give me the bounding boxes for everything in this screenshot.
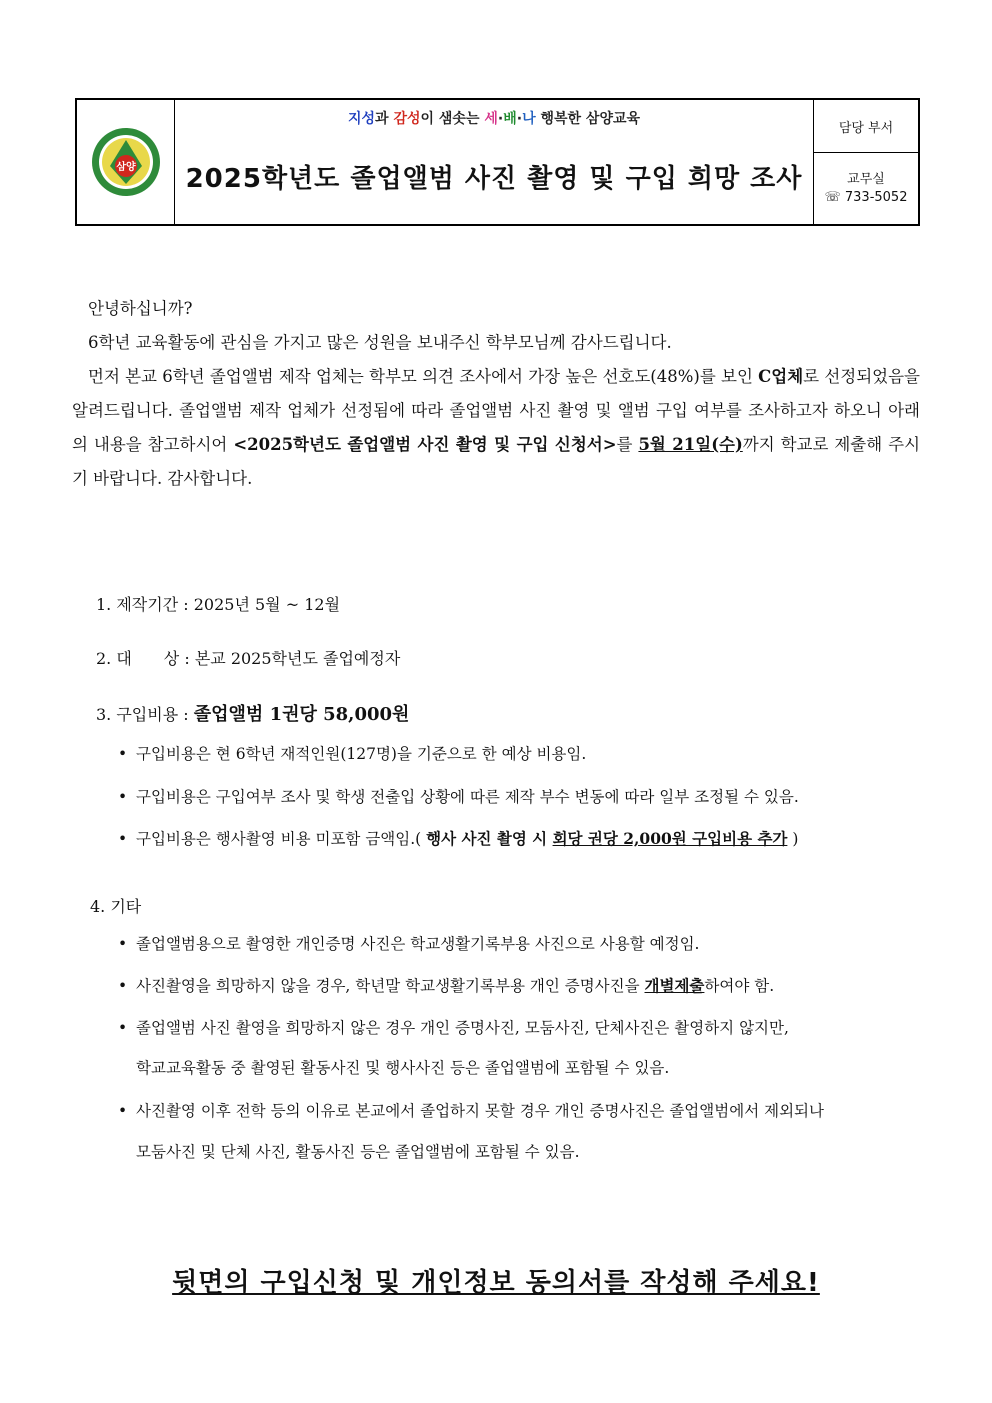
motto-part: · (497, 111, 504, 127)
list-item: • 구입비용은 현 6학년 재적인원(127명)을 기준으로 한 예상 비용임. (118, 745, 587, 763)
intro-paragraph (72, 360, 920, 496)
intro-line: 6학년 교육활동에 관심을 가지고 많은 성원을 보내주신 학부모님께 감사드립니다. (88, 333, 672, 352)
deadline: 5월 21일(수) (638, 435, 743, 454)
department-info (814, 153, 918, 224)
item-target: 2. 대 상 : 본교 2025학년도 졸업예정자 (96, 649, 401, 668)
school-logo (90, 126, 162, 198)
motto-part: 행복한 삼양교육 (535, 111, 641, 127)
intro-text-g: 까지 학교로 제출해 주시기 바랍니다. 감사합니다. (72, 435, 921, 488)
motto-part: 지성 (347, 111, 376, 127)
list-item: • 구입비용은 행사촬영 비용 미포함 금액임.( 행사 사진 촬영 시 회당 권당 2,000원 구입비용 추가 ) (118, 829, 799, 848)
logo-text: 삼양 (115, 162, 136, 173)
item-cost-value: 졸업앨범 1권당 58,000원 (193, 704, 410, 725)
motto-part: 감성 (393, 111, 421, 127)
list-item: • 사진촬영 이후 전학 등의 이유로 본교에서 졸업하지 못할 경우 개인 증명사진은 졸업앨범에서 제외되나 (118, 1102, 824, 1120)
motto-part: 배 (503, 111, 517, 127)
department-phone: ☏ 733-5052 (824, 189, 908, 205)
form-name: <2025학년도 졸업앨범 사진 촬영 및 구입 신청서> (233, 435, 617, 454)
list-item-continuation: 학교교육활동 중 촬영된 활동사진 및 행사사진 등은 졸업앨범에 포함될 수 있음. (136, 1059, 670, 1077)
item-cost-label: 3. 구입비용 : (96, 705, 194, 724)
list-item-continuation: 모둠사진 및 단체 사진, 활동사진 등은 졸업앨범에 포함될 수 있음. (136, 1143, 580, 1161)
school-motto (175, 108, 813, 128)
department-cell (814, 100, 918, 224)
list-item: • 구입비용은 구입여부 조사 및 학생 전출입 상황에 따른 제작 부수 변동에 따라 일부 조정될 수 있음. (118, 788, 799, 806)
intro-text-e: 를 (616, 435, 639, 454)
motto-part: · (516, 111, 523, 127)
document-title: 2025학년도 졸업앨범 사진 촬영 및 구입 희망 조사 (185, 164, 803, 194)
list-item: • 사진촬영을 희망하지 않을 경우, 학년말 학교생활기록부용 개인 증명사진을 개별제출하여야 함. (118, 976, 775, 995)
motto-part: 과 (375, 111, 394, 127)
header-box (75, 98, 920, 226)
title-cell (175, 100, 814, 224)
item-other: 4. 기타 (90, 897, 142, 916)
motto-part: 세 (484, 111, 498, 127)
department-name: 교무실 (847, 171, 885, 187)
greeting: 안녕하십니까? (88, 299, 193, 318)
intro-text-c: 로 선정되었음을 알려드립니다. 졸업앨범 제작 업체가 선정됨에 따라 졸업앨범 사진 촬영 및 앨범 구입 여부를 조사하고자 하오니 아래의 내용을 참고하시어 (72, 367, 920, 454)
selected-vendor: C업체 (758, 367, 804, 386)
closing-notice: 뒷면의 구입신청 및 개인정보 동의서를 작성해 주세요! (172, 1268, 820, 1298)
logo-cell (77, 100, 175, 224)
motto-part: 나 (522, 111, 536, 127)
item-period: 1. 제작기간 : 2025년 5월 ~ 12월 (96, 595, 341, 614)
intro-section (72, 292, 920, 496)
intro-text-a: 먼저 본교 6학년 졸업앨범 제작 업체는 학부모 의견 조사에서 가장 높은 선호도(48%)를 보인 (88, 367, 759, 386)
department-label: 담당 부서 (814, 100, 918, 153)
motto-part: 이 샘솟는 (420, 111, 485, 127)
item-cost (96, 700, 409, 726)
list-item: • 졸업앨범용으로 촬영한 개인증명 사진은 학교생활기록부용 사진으로 사용할 예정임. (118, 935, 700, 953)
list-item: • 졸업앨범 사진 촬영을 희망하지 않은 경우 개인 증명사진, 모둠사진, 단체사진은 촬영하지 않지만, (118, 1019, 789, 1037)
